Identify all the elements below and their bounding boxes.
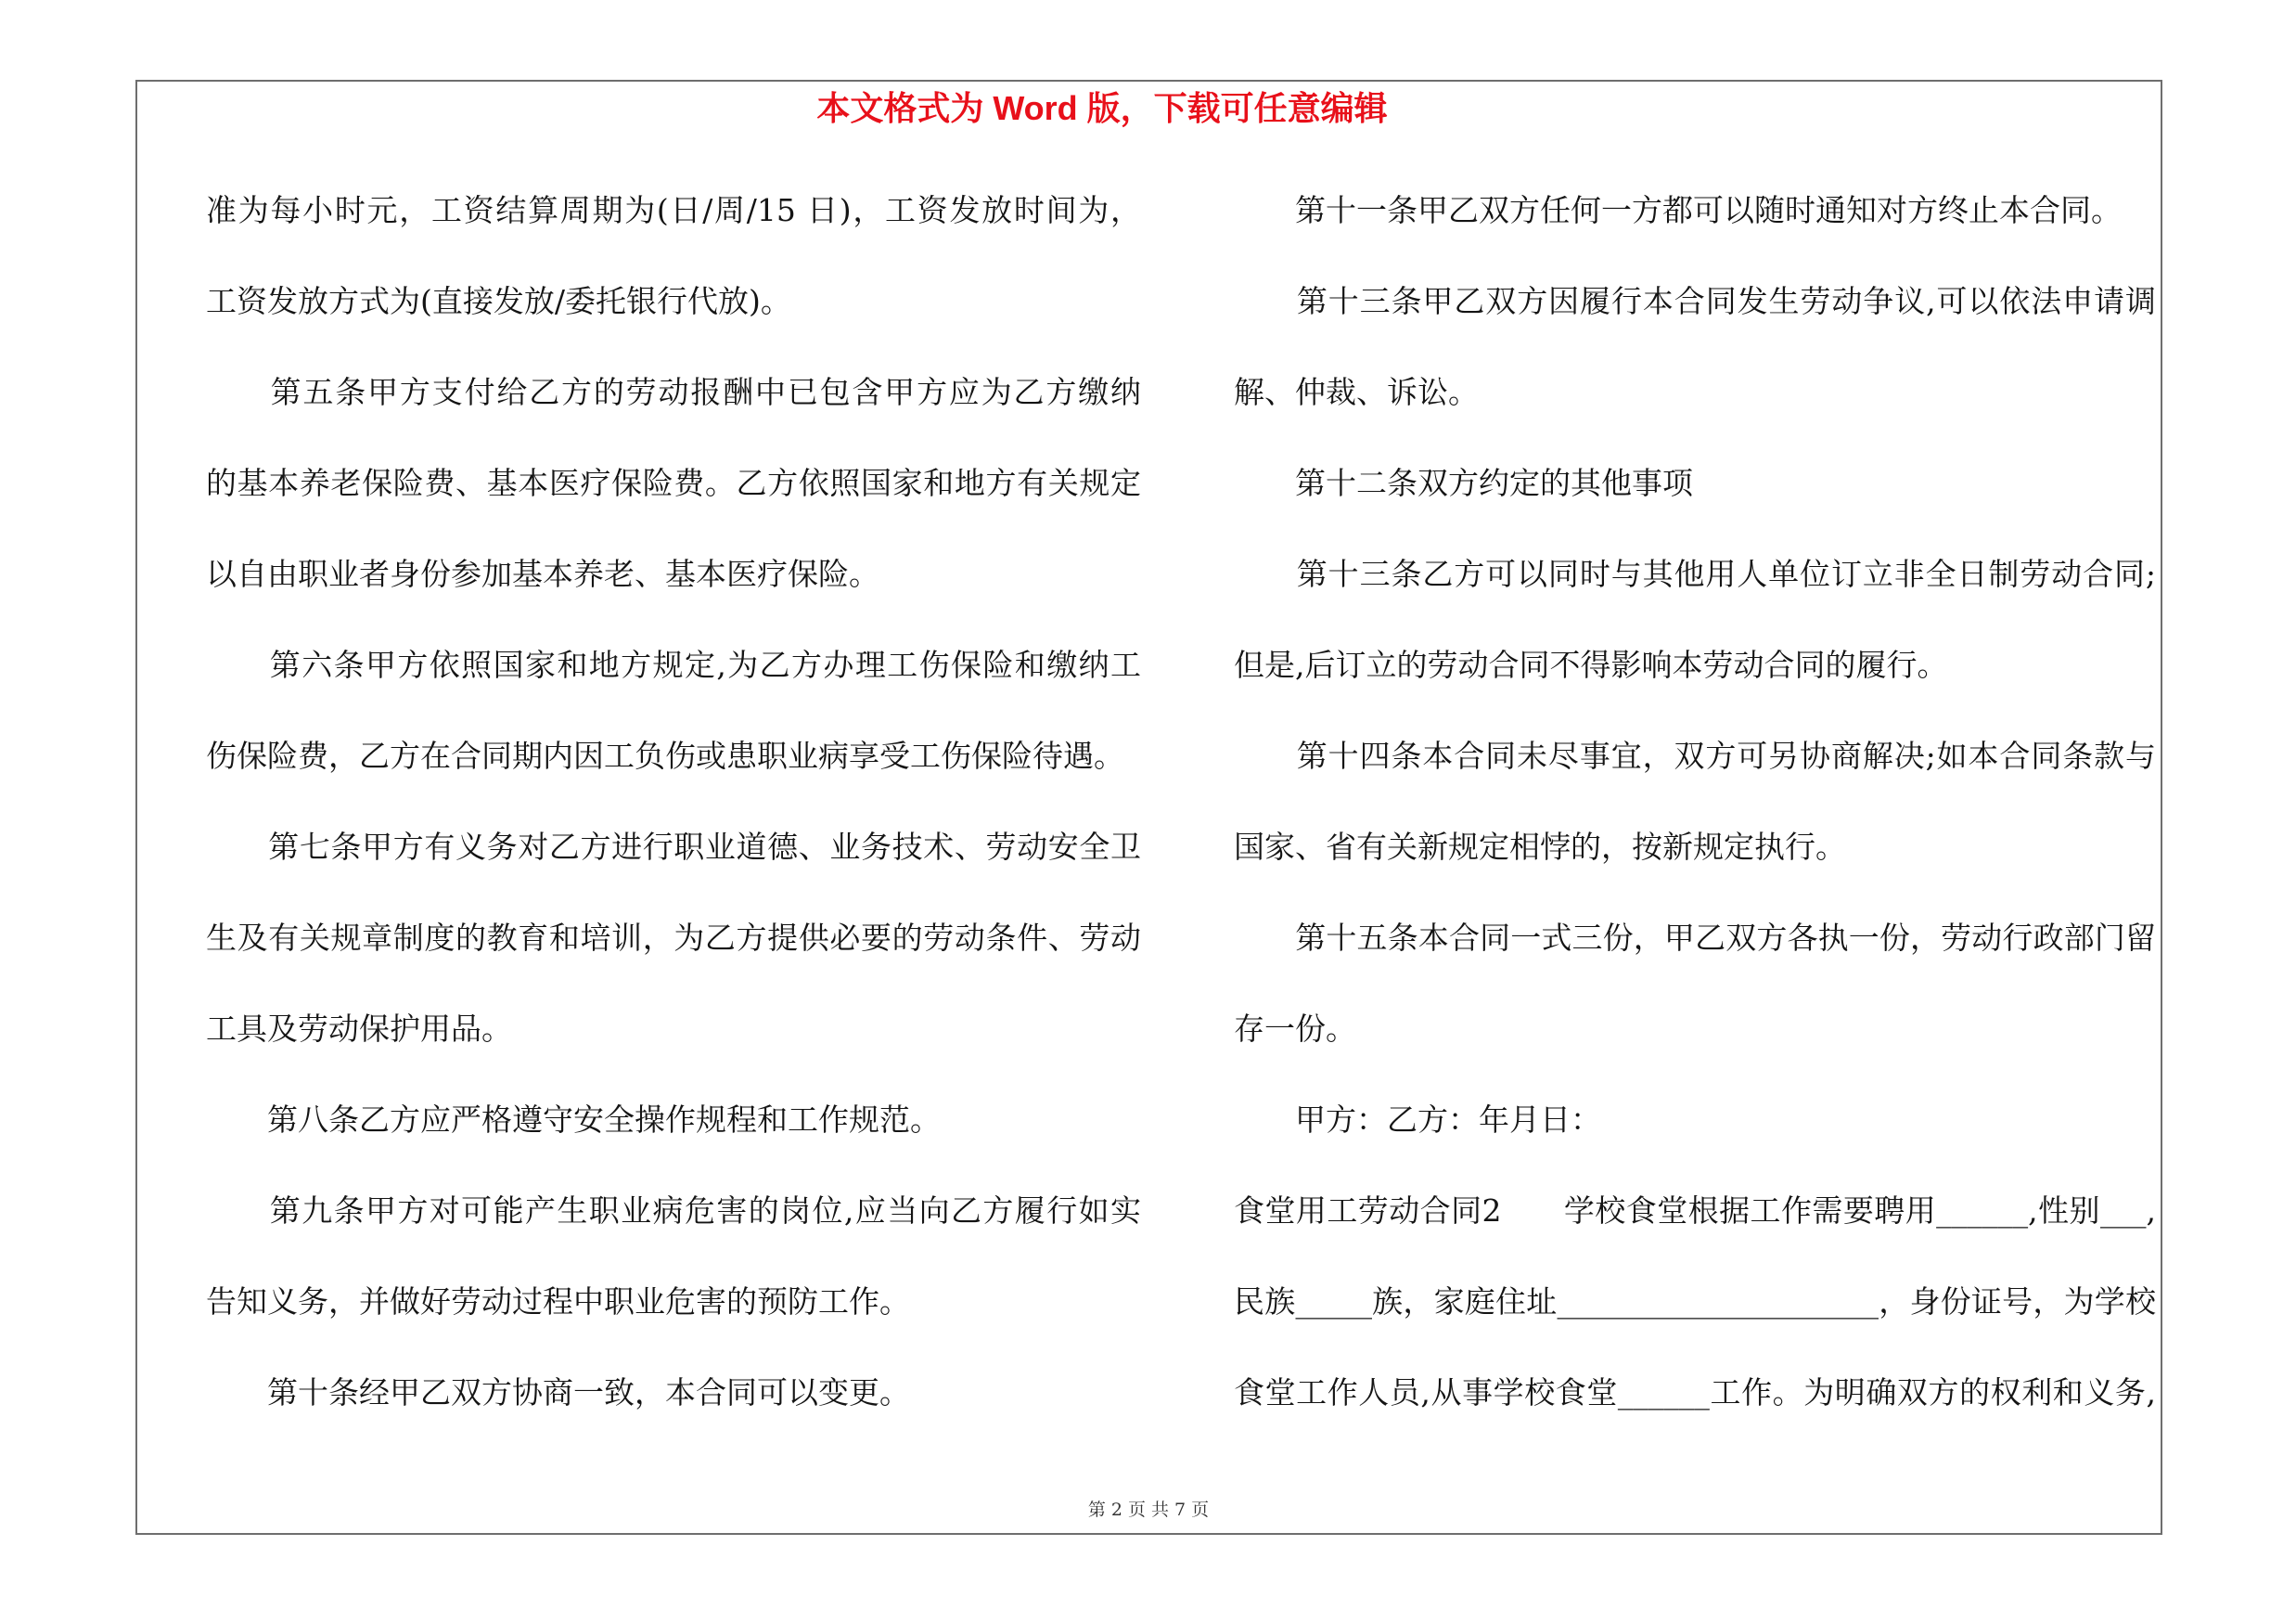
paragraph — [1234, 165, 2156, 256]
text-line: 第十四条本合同未尽事宜，双方可另协商解决;如本合同条款与 — [1234, 738, 2156, 774]
text-line: 生及有关规章制度的教育和培训，为乙方提供必要的劳动条件、劳动 — [206, 920, 1141, 956]
paragraph — [206, 1166, 1141, 1347]
paragraph — [1234, 893, 2156, 1075]
text-line: 国家、省有关新规定相悖的，按新规定执行。 — [1234, 829, 1846, 865]
banner-notice: 本文格式为 Word 版，下载可任意编辑 — [816, 89, 1388, 127]
text-line: 第七条甲方有义务对乙方进行职业道德、业务技术、劳动安全卫 — [206, 829, 1141, 865]
paragraph — [1234, 1075, 2156, 1166]
text-line: 甲方：乙方：年月日： — [1234, 1101, 1601, 1138]
text-line: 准为每小时元，工资结算周期为(日/周/15 日)，工资发放时间为， — [206, 192, 1141, 228]
right-column — [1234, 165, 2156, 1438]
paragraph — [206, 1347, 1141, 1438]
text-line: 伤保险费，乙方在合同期内因工负伤或患职业病享受工伤保险待遇。 — [206, 738, 1124, 774]
text-line: 以自由职业者身份参加基本养老、基本医疗保险。 — [206, 556, 879, 592]
text-line: 告知义务，并做好劳动过程中职业危害的预防工作。 — [206, 1283, 910, 1320]
paragraph — [206, 620, 1141, 802]
text-line: 第九条甲方对可能产生职业病危害的岗位,应当向乙方履行如实 — [206, 1192, 1141, 1229]
text-line: 工具及劳动保护用品。 — [206, 1011, 512, 1047]
text-line: 第八条乙方应严格遵守安全操作规程和工作规范。 — [206, 1101, 941, 1138]
paragraph — [1234, 256, 2156, 438]
paragraph — [1234, 1166, 2156, 1438]
text-line: 第五条甲方支付给乙方的劳动报酬中已包含甲方应为乙方缴纳 — [206, 374, 1141, 410]
text-line: 民族_____族，家庭住址_____________________，身份证号，为学校 — [1234, 1283, 2156, 1320]
text-line: 但是,后订立的劳动合同不得影响本劳动合同的履行。 — [1234, 647, 1948, 683]
text-line: 食堂工作人员,从事学校食堂______工作。为明确双方的权利和义务, — [1234, 1374, 2156, 1410]
paragraph — [206, 802, 1141, 1075]
page-number-footer: 第 2 页 共 7 页 — [1087, 1500, 1210, 1520]
paragraph — [206, 347, 1141, 620]
paragraph — [206, 165, 1141, 347]
paragraph — [1234, 529, 2156, 711]
text-line: 第十三条甲乙双方因履行本合同发生劳动争议,可以依法申请调 — [1234, 283, 2156, 319]
text-line: 的基本养老保险费、基本医疗保险费。乙方依照国家和地方有关规定 — [206, 465, 1141, 501]
text-line: 第六条甲方依照国家和地方规定,为乙方办理工伤保险和缴纳工 — [206, 647, 1141, 683]
left-column — [206, 165, 1141, 1438]
text-line: 存一份。 — [1234, 1011, 1356, 1047]
text-line: 解、仲裁、诉讼。 — [1234, 374, 1479, 410]
text-line: 第十一条甲乙双方任何一方都可以随时通知对方终止本合同。 — [1234, 192, 2122, 228]
text-line: 第十五条本合同一式三份，甲乙双方各执一份，劳动行政部门留 — [1234, 920, 2156, 956]
paragraph — [1234, 438, 2156, 529]
text-line: 食堂用工劳动合同2 学校食堂根据工作需要聘用______,性别___, — [1234, 1192, 2156, 1229]
paragraph — [1234, 711, 2156, 893]
text-line: 工资发放方式为(直接发放/委托银行代放)。 — [206, 283, 791, 319]
text-line: 第十二条双方约定的其他事项 — [1234, 465, 1693, 501]
text-line: 第十三条乙方可以同时与其他用人单位订立非全日制劳动合同; — [1234, 556, 2156, 592]
text-line: 第十条经甲乙双方协商一致，本合同可以变更。 — [206, 1374, 910, 1410]
paragraph — [206, 1075, 1141, 1166]
